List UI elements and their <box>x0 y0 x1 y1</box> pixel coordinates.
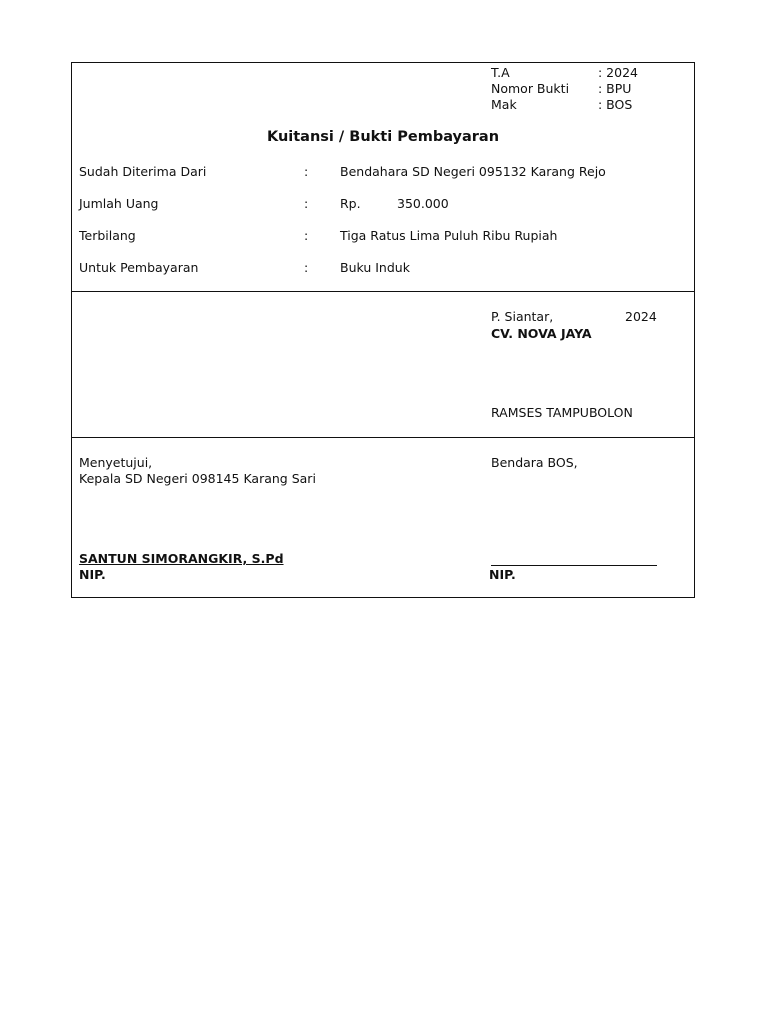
field-label-amount: Jumlah Uang <box>79 196 159 211</box>
field-value-amount: 350.000 <box>397 196 449 211</box>
field-separator: : <box>304 260 309 275</box>
field-value-purpose: Buku Induk <box>340 260 410 275</box>
ta-label: T.A <box>491 65 510 80</box>
section-divider <box>72 291 694 292</box>
field-value-received-from: Bendahara SD Negeri 095132 Karang Rejo <box>340 164 606 179</box>
field-separator: : <box>304 164 309 179</box>
mak-label: Mak <box>491 97 517 112</box>
payee-company: CV. NOVA JAYA <box>491 326 592 341</box>
section-divider <box>72 437 694 438</box>
field-value-spelled: Tiga Ratus Lima Puluh Ribu Rupiah <box>340 228 558 243</box>
field-label-received-from: Sudah Diterima Dari <box>79 164 207 179</box>
approval-right-nip: NIP. <box>489 567 516 582</box>
receipt-title: Kuitansi / Bukti Pembayaran <box>266 129 500 145</box>
field-label-purpose: Untuk Pembayaran <box>79 260 199 275</box>
approval-right-title: Bendara BOS, <box>491 455 578 470</box>
approval-left-nip: NIP. <box>79 567 106 582</box>
field-value-currency: Rp. <box>340 196 361 211</box>
ta-value: : 2024 <box>598 65 638 80</box>
field-separator: : <box>304 228 309 243</box>
receipt-form <box>71 62 695 598</box>
payee-year: 2024 <box>625 309 657 324</box>
mak-value: : BOS <box>598 97 633 112</box>
nomor-bukti-label: Nomor Bukti <box>491 81 570 96</box>
approval-left-role: Kepala SD Negeri 098145 Karang Sari <box>79 471 316 486</box>
payee-place: P. Siantar, <box>491 309 554 324</box>
approval-left-name: SANTUN SIMORANGKIR, S.Pd <box>79 551 284 566</box>
payee-name: RAMSES TAMPUBOLON <box>491 405 633 420</box>
field-label-spelled: Terbilang <box>79 228 136 243</box>
field-separator: : <box>304 196 309 211</box>
signature-line <box>491 565 657 566</box>
approval-left-title: Menyetujui, <box>79 455 153 470</box>
nomor-bukti-value: : BPU <box>598 81 632 96</box>
